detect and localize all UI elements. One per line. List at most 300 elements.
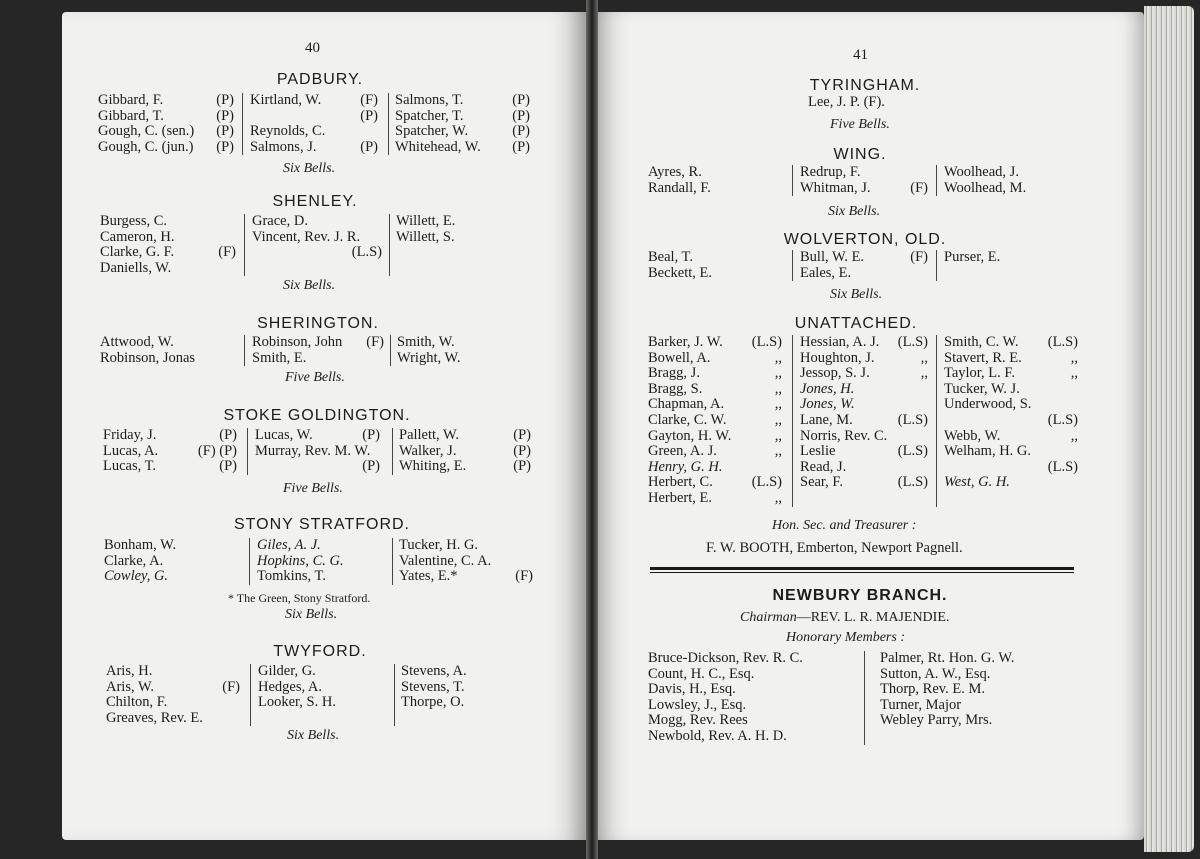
section-title: WING. (833, 146, 887, 163)
entry-line (100, 351, 238, 367)
entry-line (252, 335, 384, 351)
entry-name: Willett, E. (396, 213, 456, 229)
entry-line (800, 429, 928, 445)
entry-line (648, 266, 778, 282)
entry-name: Giles, A. J. (257, 537, 321, 553)
section-column (103, 428, 237, 475)
section-column (395, 93, 530, 155)
entry-name: Underwood, S. (944, 396, 1032, 413)
entry-name: Robinson, John (252, 334, 343, 350)
entry-line (252, 230, 382, 246)
branch-rule-top (650, 567, 1074, 570)
entry-line (255, 444, 380, 460)
entry-line (396, 214, 506, 230)
section-column (252, 214, 382, 261)
entry-name: Herbert, E. (648, 489, 713, 506)
section-column (106, 664, 240, 726)
section-column (944, 335, 1078, 491)
entry-line (257, 538, 383, 554)
entry-mark: (L.S) (1047, 411, 1078, 428)
section-column (648, 335, 782, 507)
section-column (397, 335, 507, 366)
entry-name: Norris, Rev. C. (800, 427, 888, 444)
entry-name: Jones, H. (800, 380, 855, 397)
entry-name: Attwood, W. (100, 334, 174, 350)
entry-name: Robinson, Jonas (100, 349, 196, 366)
tyringham-footer: Five Bells. (830, 117, 890, 132)
entry-name: Bragg, S. (648, 380, 703, 397)
entry-line (944, 460, 1078, 476)
entry-name: Bull, W. E. (800, 249, 865, 265)
entry-name: Stavert, R. E. (944, 349, 1022, 366)
branch-rule-bottom (650, 572, 1074, 573)
entry-line (800, 382, 928, 398)
entry-line (397, 335, 507, 351)
entry-line (880, 713, 1080, 729)
entry-mark: ,, (1070, 349, 1078, 366)
entry-name: Vincent, Rev. J. R. (252, 228, 361, 245)
entry-line (250, 109, 378, 125)
entry-name: Wright, W. (397, 349, 461, 366)
column-divider (792, 335, 793, 507)
entry-name: Daniells, W. (100, 259, 172, 276)
entry-mark: (L.S) (897, 443, 928, 460)
entry-line (800, 250, 928, 266)
entry-name: Clarke, G. F. (100, 244, 175, 261)
entry-line (648, 682, 858, 698)
entry-line (800, 460, 928, 476)
entry-line (257, 569, 383, 585)
branch-chairman (740, 610, 949, 626)
entry-name: Bragg, J. (648, 365, 700, 382)
entry-name: Stevens, A. (401, 663, 467, 679)
entry-line (648, 335, 782, 351)
entry-name: Reynolds, C. (250, 123, 326, 140)
entry-name: West, G. H. (944, 474, 1010, 491)
entry-mark: (L.S) (897, 474, 928, 491)
section-title: PADBURY. (276, 71, 364, 88)
entry-name: Woolhead, J. (944, 164, 1019, 180)
entry-line (399, 444, 531, 460)
entry-name: Tucker, W. J. (944, 380, 1020, 397)
section-title: STONY STRATFORD. (233, 516, 410, 533)
entry-line (98, 140, 234, 156)
entry-name: Smith, E. (252, 349, 307, 366)
entry-line (395, 93, 530, 109)
entry-line (257, 554, 383, 570)
entry-line (648, 413, 782, 429)
entry-line (648, 397, 782, 413)
entry-line (800, 335, 928, 351)
entry-mark: (P) (512, 92, 530, 108)
section-column (648, 165, 778, 196)
entry-line (252, 214, 382, 230)
entry-line (399, 569, 533, 585)
section-column (396, 214, 506, 245)
entry-line (800, 351, 928, 367)
entry-line (103, 428, 237, 444)
entry-line (648, 491, 782, 507)
entry-name: Newbold, Rev. A. H. D. (648, 727, 787, 744)
entry-name: Eales, E. (800, 264, 852, 281)
entry-mark: ,, (920, 365, 928, 382)
entry-mark: (P) (219, 458, 237, 475)
column-divider (389, 214, 390, 276)
entry-mark: ,, (774, 380, 782, 397)
entry-line (648, 429, 782, 445)
entry-mark: ,, (774, 396, 782, 413)
entry-name: Willett, S. (396, 228, 455, 245)
column-divider (792, 165, 793, 196)
entry-name: Whitehead, W. (395, 138, 481, 155)
column-divider (936, 250, 937, 281)
entry-line (100, 214, 236, 230)
entry-name: Aris, W. (106, 678, 154, 695)
entry-name: Gayton, H. W. (648, 427, 732, 444)
entry-name: Spatcher, T. (395, 107, 464, 124)
hon-sec-name: F. W. BOOTH, Emberton, Newport Pagnell. (706, 540, 963, 556)
entry-mark: (F) (222, 678, 240, 695)
column-divider (244, 335, 245, 366)
entry-name: Bonham, W. (104, 537, 177, 553)
entry-name: Beal, T. (648, 249, 693, 265)
entry-line (648, 667, 858, 683)
section-title-tyringham: TYRINGHAM. (809, 77, 921, 94)
chairman-name: —REV. L. R. MAJENDIE. (796, 610, 950, 625)
honorary-members-column (880, 651, 1080, 729)
entry-line (104, 554, 244, 570)
entry-name: Greaves, Rev. E. (106, 709, 203, 726)
tyringham-entry: Lee, J. P. (F). (808, 94, 885, 110)
entry-mark: (P) (216, 138, 234, 155)
entry-line (255, 459, 380, 475)
section-footer: Six Bells. (285, 607, 338, 622)
entry-line (100, 245, 236, 261)
entry-name: Sear, F. (800, 474, 843, 491)
entry-line (648, 444, 782, 460)
entry-name: Leslie (800, 443, 836, 460)
entry-line (399, 428, 531, 444)
entry-line (944, 250, 1064, 266)
entry-mark: (F) (366, 334, 384, 350)
entry-name: Houghton, J. (800, 349, 875, 366)
entry-name: Pallett, W. (399, 427, 460, 443)
section-footer: Five Bells. (285, 370, 345, 385)
column-divider (247, 428, 248, 475)
entry-name: Salmons, T. (395, 92, 464, 108)
column-divider (864, 651, 865, 745)
entry-line (258, 695, 388, 711)
section-column (800, 165, 928, 196)
entry-line (100, 261, 236, 277)
entry-mark: (F) (910, 179, 928, 196)
entry-mark: (P) (512, 107, 530, 124)
entry-name: Davis, H., Esq. (648, 681, 736, 698)
entry-mark: (F) (910, 249, 928, 265)
entry-name: Salmons, J. (250, 138, 317, 155)
entry-line (106, 664, 240, 680)
entry-name: Woolhead, M. (944, 179, 1027, 196)
entry-name: Aris, H. (106, 663, 153, 679)
entry-line (397, 351, 507, 367)
entry-name: Hessian, A. J. (800, 334, 880, 350)
entry-line (255, 428, 380, 444)
entry-name: Smith, W. (397, 334, 455, 350)
entry-line (648, 651, 858, 667)
entry-name: Bruce-Dickson, Rev. R. C. (648, 650, 803, 666)
entry-mark: (P) (513, 427, 531, 443)
entry-mark: (L.S) (897, 411, 928, 428)
entry-name: Whitman, J. (800, 179, 871, 196)
hon-sec-label: Hon. Sec. and Treasurer : (772, 518, 917, 533)
entry-line (98, 109, 234, 125)
entry-line (106, 680, 240, 696)
entry-name: Lucas, T. (103, 458, 157, 475)
members-label: Honorary Members : (786, 630, 905, 645)
entry-name: Lane, M. (800, 411, 853, 428)
entry-name: Chapman, A. (648, 396, 725, 413)
entry-line (401, 695, 511, 711)
entry-line (880, 651, 1080, 667)
entry-name: Gibbard, F. (98, 92, 164, 108)
entry-line (103, 459, 237, 475)
entry-name: Purser, E. (944, 249, 1001, 265)
entry-mark: ,, (920, 349, 928, 366)
entry-mark: (L.S) (1047, 334, 1078, 350)
entry-line (401, 664, 511, 680)
column-divider (250, 664, 251, 726)
section-column (255, 428, 380, 475)
entry-name: Barker, J. W. (648, 334, 723, 350)
entry-mark: (P) (216, 107, 234, 124)
section-footer: Six Bells. (287, 728, 340, 743)
entry-mark: ,, (774, 349, 782, 366)
page-number-left: 40 (305, 40, 320, 56)
entry-line (250, 140, 378, 156)
section-column (944, 165, 1064, 196)
entry-line (944, 366, 1078, 382)
entry-name: Cameron, H. (100, 228, 175, 245)
entry-line (944, 351, 1078, 367)
entry-name: Mogg, Rev. Rees (648, 712, 748, 729)
column-divider (249, 538, 250, 585)
entry-line (648, 181, 778, 197)
entry-name: Jessop, S. J. (800, 365, 870, 382)
entry-line (800, 444, 928, 460)
entry-line (800, 366, 928, 382)
column-divider (390, 335, 391, 366)
entry-mark: (F) (218, 244, 236, 261)
entry-name: Valentine, C. A. (399, 552, 492, 569)
entry-line (944, 382, 1078, 398)
column-divider (388, 93, 389, 155)
entry-mark: (P) (362, 427, 380, 443)
entry-mark: (P) (360, 138, 378, 155)
section-footer: Six Bells. (830, 287, 883, 302)
entry-name: Palmer, Rt. Hon. G. W. (880, 650, 1015, 666)
entry-name: Henry, G. H. (648, 458, 723, 475)
entry-name: Lowsley, J., Esq. (648, 696, 747, 713)
entry-name: Ayres, R. (648, 164, 702, 180)
entry-name: Friday, J. (103, 427, 157, 443)
section-footer: Six Bells. (283, 278, 336, 293)
entry-mark: (L.S) (751, 474, 782, 491)
entry-line (800, 266, 928, 282)
entry-line (648, 460, 782, 476)
entry-name: Count, H. C., Esq. (648, 665, 755, 682)
entry-line (648, 729, 858, 745)
entry-line (944, 181, 1064, 197)
section-column (98, 93, 234, 155)
footnote: * The Green, Stony Stratford. (228, 591, 371, 605)
section-title: SHERINGTON. (257, 315, 379, 332)
entry-line (399, 554, 533, 570)
section-column (800, 250, 928, 281)
entry-line (944, 165, 1064, 181)
column-divider (242, 93, 243, 155)
entry-name: Thorp, Rev. E. M. (880, 681, 985, 698)
book-gutter (586, 0, 598, 859)
entry-mark: ,, (774, 427, 782, 444)
section-title: STOKE GOLDINGTON. (223, 407, 411, 424)
entry-mark: ,, (774, 411, 782, 428)
entry-mark: ,, (1070, 427, 1078, 444)
section-footer: Six Bells. (828, 204, 881, 219)
entry-line (104, 569, 244, 585)
entry-name: Murray, Rev. M. W. (255, 442, 371, 459)
column-divider (792, 250, 793, 281)
section-column (399, 538, 533, 585)
entry-name: Bowell, A. (648, 349, 711, 366)
entry-name: Sutton, A. W., Esq. (880, 665, 991, 682)
page-number-right: 41 (853, 47, 868, 63)
entry-name: Gough, C. (jun.) (98, 138, 194, 155)
entry-name: Smith, C. W. (944, 334, 1019, 350)
entry-name: Tucker, H. G. (399, 537, 479, 553)
entry-mark: (L.S) (897, 334, 928, 350)
entry-line (106, 695, 240, 711)
entry-line (396, 230, 506, 246)
entry-mark: (L.S) (351, 244, 382, 261)
entry-name: Grace, D. (252, 213, 308, 229)
entry-line (395, 140, 530, 156)
entry-line (252, 351, 384, 367)
entry-name: Webley Parry, Mrs. (880, 712, 993, 729)
entry-line (252, 245, 382, 261)
entry-name: Cowley, G. (104, 568, 169, 585)
entry-mark: ,, (774, 489, 782, 506)
section-column (100, 214, 236, 276)
entry-line (399, 538, 533, 554)
entry-name: Hedges, A. (258, 678, 323, 695)
entry-line (258, 680, 388, 696)
section-title: UNATTACHED. (794, 315, 918, 332)
entry-mark: (F) (P) (197, 442, 237, 459)
entry-name: Webb, W. (944, 427, 1001, 444)
entry-line (648, 366, 782, 382)
entry-mark: (L.S) (1047, 458, 1078, 475)
entry-line (103, 444, 237, 460)
entry-line (648, 382, 782, 398)
entry-line (648, 475, 782, 491)
entry-name: Read, J. (800, 458, 847, 475)
entry-line (648, 250, 778, 266)
section-column (252, 335, 384, 366)
entry-name: Clarke, A. (104, 552, 164, 569)
section-column (800, 335, 928, 491)
entry-name: Spatcher, W. (395, 123, 469, 140)
section-column (399, 428, 531, 475)
entry-line (880, 682, 1080, 698)
entry-mark: (P) (513, 458, 531, 475)
entry-mark: (P) (512, 138, 530, 155)
entry-line (399, 459, 531, 475)
entry-line (944, 397, 1078, 413)
section-column (401, 664, 511, 711)
chairman-label: Chairman (740, 610, 797, 625)
entry-line (800, 165, 928, 181)
section-title: TWYFORD. (273, 643, 367, 660)
section-column (258, 664, 388, 711)
section-column (250, 93, 378, 155)
entry-name: Burgess, C. (100, 213, 168, 229)
entry-name: Looker, S. H. (258, 694, 336, 711)
entry-name: Herbert, C. (648, 474, 713, 491)
column-divider (392, 538, 393, 585)
section-column (648, 250, 778, 281)
entry-mark: (P) (512, 123, 530, 140)
entry-line (250, 93, 378, 109)
entry-name: Stevens, T. (401, 678, 465, 695)
honorary-members-column (648, 651, 858, 745)
entry-mark: ,, (774, 443, 782, 460)
entry-line (944, 444, 1078, 460)
column-divider (936, 165, 937, 196)
section-title: WOLVERTON, OLD. (783, 231, 947, 248)
section-footer: Six Bells. (283, 161, 336, 176)
entry-line (800, 413, 928, 429)
entry-line (648, 698, 858, 714)
entry-mark: (P) (362, 458, 380, 475)
entry-name: Thorpe, O. (401, 694, 465, 711)
section-column (104, 538, 244, 585)
entry-name: Gilder, G. (258, 663, 316, 679)
entry-name: Kirtland, W. (250, 92, 322, 108)
column-divider (394, 664, 395, 726)
entry-name: Hopkins, C. G. (257, 552, 344, 569)
entry-line (100, 335, 238, 351)
entry-name: Redrup, F. (800, 164, 861, 180)
entry-line (395, 109, 530, 125)
entry-line (944, 429, 1078, 445)
entry-line (100, 230, 236, 246)
entry-line (800, 181, 928, 197)
entry-line (395, 124, 530, 140)
entry-line (800, 475, 928, 491)
entry-line (944, 413, 1078, 429)
section-column (100, 335, 238, 366)
entry-line (98, 93, 234, 109)
entry-name: Clarke, C. W. (648, 411, 727, 428)
entry-mark: (P) (360, 107, 378, 124)
entry-line (98, 124, 234, 140)
entry-line (258, 664, 388, 680)
entry-name: Green, A. J. (648, 443, 717, 460)
entry-name: Walker, J. (399, 442, 457, 459)
entry-name: Lucas, A. (103, 442, 159, 459)
entry-mark: ,, (1070, 365, 1078, 382)
section-footer: Five Bells. (283, 481, 343, 496)
